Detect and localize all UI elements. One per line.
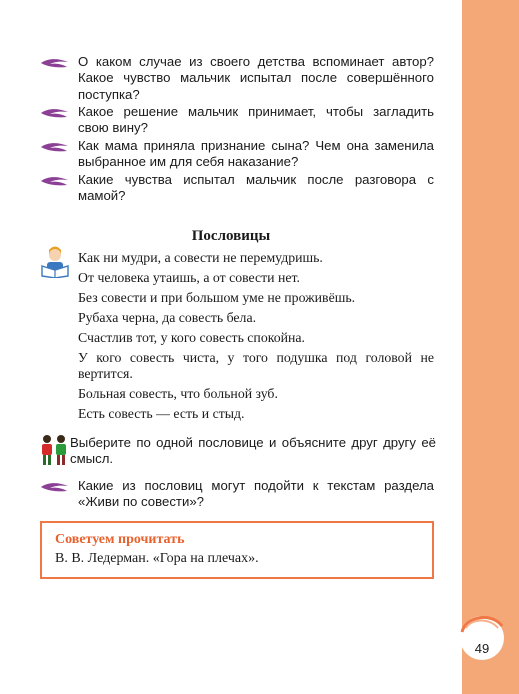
proverb: Больная совесть, что больной зуб.	[78, 386, 278, 401]
question-item	[40, 172, 440, 205]
feather-bullet-icon	[40, 57, 70, 69]
proverb: Как ни мудри, а совести не перемудришь.	[78, 250, 323, 265]
side-band	[462, 0, 519, 694]
proverb: У кого совесть чиста, у того подушка под головой не вертится.	[78, 350, 434, 381]
section-title: Пословицы	[191, 228, 271, 244]
pair-work-icon	[40, 434, 68, 466]
proverb: Есть совесть — есть и стыд.	[78, 406, 245, 421]
question-item	[40, 138, 440, 171]
question-text: Какое решение мальчик принимает, чтобы загладить свою вину?	[78, 104, 434, 136]
question-text: Как мама приняла признание сына? Чем она заменила выбранное им для себя наказание?	[78, 138, 434, 170]
proverb: Без совести и при большом уме не проживёшь.	[78, 290, 356, 305]
proverb: Счастлив тот, у кого совесть спокойна.	[78, 330, 305, 345]
recommended-reading-box	[40, 521, 434, 579]
question-text: О каком случае из своего детства вспоминает автор? Какое чувство мальчик испытал после совершённого поступка?	[78, 54, 434, 102]
feather-bullet-icon	[40, 481, 70, 493]
reader-boy-icon	[40, 244, 70, 278]
question-item	[40, 54, 440, 103]
question-text: Какие чувства испытал мальчик после разговора с мамой?	[78, 172, 434, 204]
feather-bullet-icon	[40, 107, 70, 119]
question-item	[40, 478, 440, 511]
recommend-title: Советуем прочитать	[55, 532, 185, 547]
question-item	[40, 104, 440, 137]
proverb: Рубаха черна, да совесть бела.	[78, 310, 257, 325]
proverbs-list	[78, 250, 434, 426]
pair-task-text: Выберите по одной пословице и объясните друг другу её смысл.	[70, 435, 436, 467]
proverb: От человека утаишь, а от совести нет.	[78, 270, 300, 285]
question-text: Какие из пословиц могут подойти к текстам раздела «Живи по совести»?	[78, 478, 434, 510]
feather-bullet-icon	[40, 141, 70, 153]
page-badge-swirl-icon	[452, 606, 512, 666]
recommend-text: В. В. Ледерман. «Гора на плечах».	[55, 551, 259, 566]
feather-bullet-icon	[40, 175, 70, 187]
page-number: 49	[474, 641, 490, 656]
